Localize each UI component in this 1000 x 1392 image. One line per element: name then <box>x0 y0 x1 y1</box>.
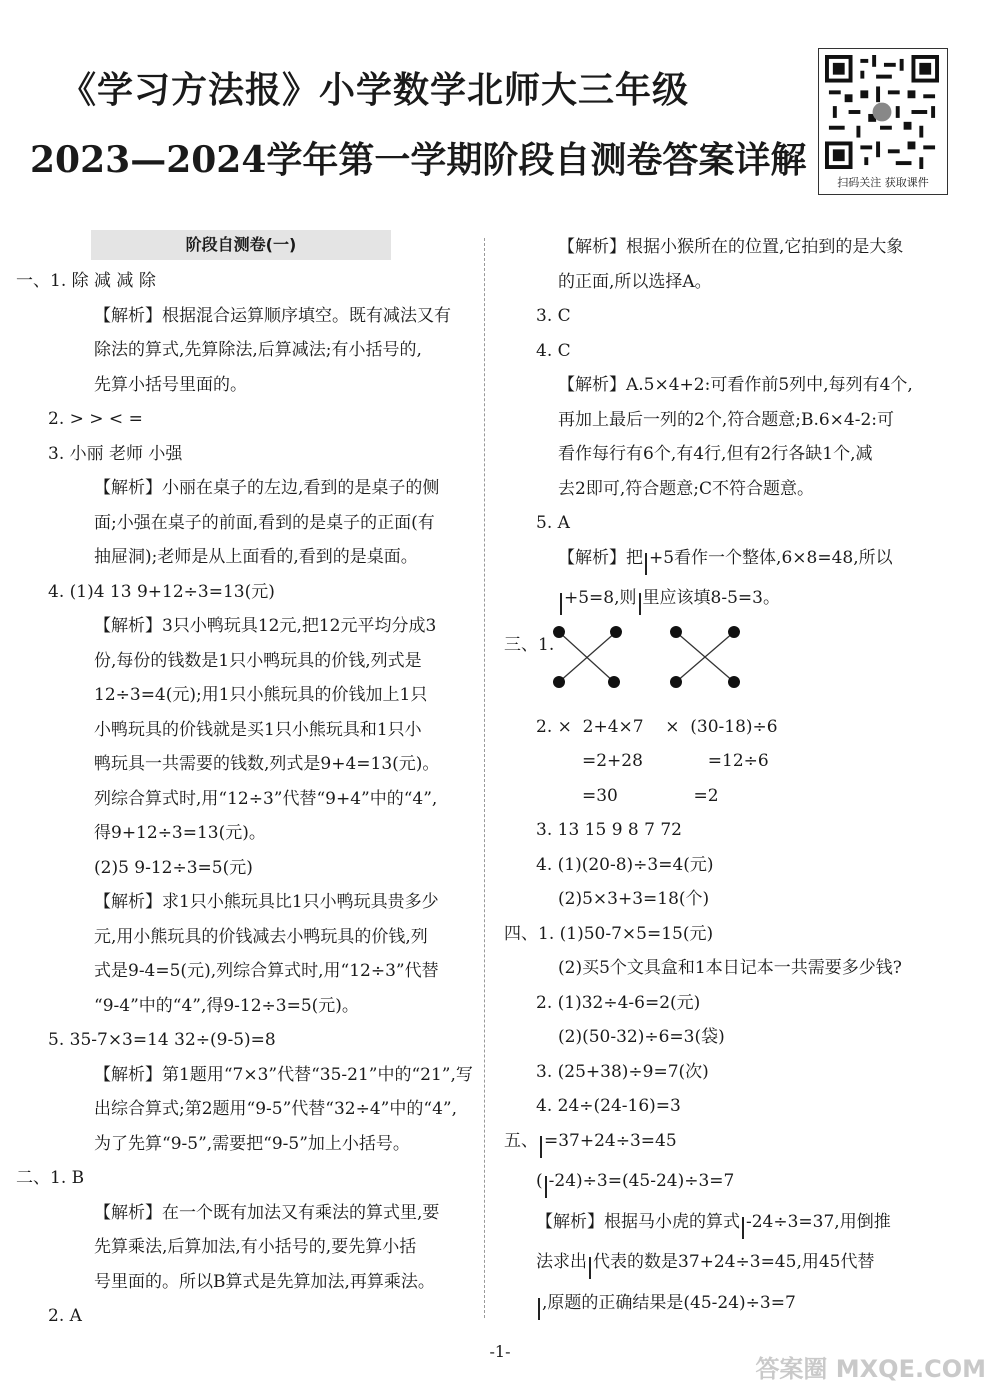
text-segment: +5=8,则 <box>564 588 637 608</box>
text-segment: -24)÷3=(45-24)÷3=7 <box>548 1171 735 1191</box>
answer-line: (2)买5个文具盒和1本日记本一共需要多少钱? <box>558 958 902 978</box>
analysis-line: 【解析】根据混合运算顺序填空。既有减法又有 <box>94 305 451 326</box>
answer-line: 二、1. B <box>16 1168 85 1188</box>
matching-diagram <box>504 622 954 710</box>
answer-label: 三、1. <box>504 634 555 655</box>
answer-line: 2. A <box>48 1306 82 1326</box>
analysis-line: 面;小强在桌子的前面,看到的是桌子的正面(有 <box>94 512 435 533</box>
column-divider <box>484 238 485 1318</box>
text-segment: 里应该填8-5=3。 <box>642 588 780 608</box>
watermark-logo: 答案圈 MXQE.COM <box>755 1355 986 1383</box>
analysis-line: 看作每行有6个,有4行,但有2行各缺1个,减 <box>558 444 873 464</box>
answer-line: =30 =2 <box>582 785 719 806</box>
matching-lines <box>534 622 774 702</box>
blank-box <box>742 1217 744 1239</box>
analysis-line: 【解析】小丽在桌子的左边,看到的是桌子的侧 <box>94 478 440 498</box>
analysis-line: “9-4”中的“4”,得9-12÷3=5(元)。 <box>94 995 359 1016</box>
section-title: 阶段自测卷(一) <box>91 230 391 260</box>
answer-line: 4. (1)4 13 9+12÷3=13(元) <box>48 581 275 602</box>
answer-line: =2+28 =12÷6 <box>582 751 769 771</box>
answer-line <box>504 1164 954 1205</box>
analysis-line <box>504 1245 954 1286</box>
qr-caption: 扫码关注 获取课件 <box>837 176 929 189</box>
answer-line: (2)5 9-12÷3=5(元) <box>94 857 253 878</box>
text-segment: 代表的数是37+24÷3=45,用45代替 <box>593 1252 875 1272</box>
blank-box <box>560 593 562 615</box>
analysis-line: 的正面,所以选择A。 <box>558 271 712 292</box>
qr-code-icon <box>825 55 939 169</box>
analysis-line: 再加上最后一列的2个,符合题意;B.6×4-2:可 <box>558 409 895 430</box>
answer-line: 2. (1)32÷4-6=2(元) <box>536 992 701 1013</box>
analysis-line: 【解析】求1只小熊玩具比1只小鸭玩具贵多少 <box>94 892 439 912</box>
answer-line: 4. (1)(20-8)÷3=4(元) <box>536 854 714 875</box>
text-segment: ( <box>536 1171 543 1191</box>
analysis-line: 式是9-4=5(元),列综合算式时,用“12÷3”代替 <box>94 961 439 981</box>
page-number: -1- <box>489 1342 511 1361</box>
qr-code[interactable] <box>818 48 948 195</box>
text-segment: ,原题的正确结果是(45-24)÷3=7 <box>542 1292 796 1313</box>
analysis-line <box>504 541 954 582</box>
text-segment: +5看作一个整体,6×8=48,所以 <box>649 547 893 568</box>
answer-line: 一、1. 除 减 减 除 <box>16 271 156 291</box>
analysis-line: 份,每份的钱数是1只小鸭玩具的价钱,列式是 <box>94 650 422 671</box>
answer-line: 3. 小丽 老师 小强 <box>48 443 183 464</box>
answer-line: 2. × 2+4×7 × (30-18)÷6 <box>536 716 778 737</box>
analysis-line <box>504 1205 954 1246</box>
text-segment: -24÷3=37,用倒推 <box>746 1211 891 1232</box>
answer-line: 5. A <box>536 513 570 533</box>
analysis-line: 12÷3=4(元);用1只小熊玩具的价钱加上1只 <box>94 685 428 705</box>
answer-line: 5. 35-7×3=14 32÷(9-5)=8 <box>48 1030 276 1050</box>
answer-line: 4. C <box>536 340 571 361</box>
analysis-line: 小鸭玩具的价钱就是买1只小熊玩具和1只小 <box>94 719 422 740</box>
analysis-line: 去2即可,符合题意;C不符合题意。 <box>558 478 814 499</box>
answer-line: 2. > > < = <box>48 409 143 429</box>
header-title-line1: 《学习方法报》小学数学北师大三年级 <box>60 70 690 111</box>
analysis-line: 【解析】A.5×4+2:可看作前5列中,每列有4个, <box>558 375 913 395</box>
answer-line: (2)(50-32)÷6=3(袋) <box>558 1027 725 1047</box>
text-segment: 五、 <box>504 1130 538 1151</box>
analysis-line: 元,用小熊玩具的价钱减去小鸭玩具的价钱,列 <box>94 926 428 947</box>
left-column <box>16 230 473 1334</box>
analysis-line: 列综合算式时,用“12÷3”代替“9+4”中的“4”, <box>94 788 438 809</box>
analysis-line: 得9+12÷3=13(元)。 <box>94 823 266 843</box>
analysis-line: 抽屉洞);老师是从上面看的,看到的是桌面。 <box>94 547 418 567</box>
analysis-line <box>504 1286 954 1327</box>
analysis-line: 【解析】第1题用“7×3”代替“35-21”中的“21”,写 <box>94 1064 473 1085</box>
analysis-line: 先算乘法,后算加法,有小括号的,要先算小括 <box>94 1237 417 1257</box>
answer-line: 4. 24÷(24-16)=3 <box>536 1096 681 1116</box>
answer-line: (2)5×3+3=18(个) <box>558 889 710 909</box>
blank-box <box>589 1257 591 1279</box>
text-segment: 【解析】根据马小虎的算式 <box>536 1211 740 1232</box>
analysis-line: 为了先算“9-5”,需要把“9-5”加上小括号。 <box>94 1133 410 1154</box>
analysis-line: 出综合算式;第2题用“9-5”代替“32÷4”中的“4”, <box>94 1099 457 1119</box>
blank-box <box>545 1176 547 1198</box>
analysis-line: 鸭玩具一共需要的钱数,列式是9+4=13(元)。 <box>94 754 440 774</box>
blank-box <box>645 553 647 575</box>
analysis-line: 【解析】根据小猴所在的位置,它拍到的是大象 <box>558 237 904 257</box>
analysis-line: 【解析】3只小鸭玩具12元,把12元平均分成3 <box>94 616 437 636</box>
blank-box <box>540 1136 542 1158</box>
analysis-line: 先算小括号里面的。 <box>94 374 247 395</box>
blank-box <box>538 1298 540 1320</box>
analysis-line: 【解析】在一个既有加法又有乘法的算式里,要 <box>94 1202 440 1223</box>
analysis-line: 号里面的。所以B算式是先算加法,再算乘法。 <box>94 1271 435 1292</box>
text-segment: =37+24÷3=45 <box>544 1130 677 1151</box>
header-title-line2: 2023—2024学年第一学期阶段自测卷答案详解 <box>30 139 807 181</box>
text-segment: 法求出 <box>536 1252 587 1272</box>
text-segment: 【解析】把 <box>558 547 643 568</box>
answer-line: 3. 13 15 9 8 7 72 <box>536 820 682 840</box>
right-column <box>504 230 954 1326</box>
answer-line: 3. C <box>536 306 571 326</box>
answer-line: 四、1. (1)50-7×5=15(元) <box>504 923 714 944</box>
analysis-line <box>504 581 954 622</box>
analysis-line: 除法的算式,先算除法,后算减法;有小括号的, <box>94 340 422 360</box>
blank-box <box>639 593 641 615</box>
answer-line: 3. (25+38)÷9=7(次) <box>536 1061 709 1082</box>
answer-line <box>504 1124 954 1165</box>
